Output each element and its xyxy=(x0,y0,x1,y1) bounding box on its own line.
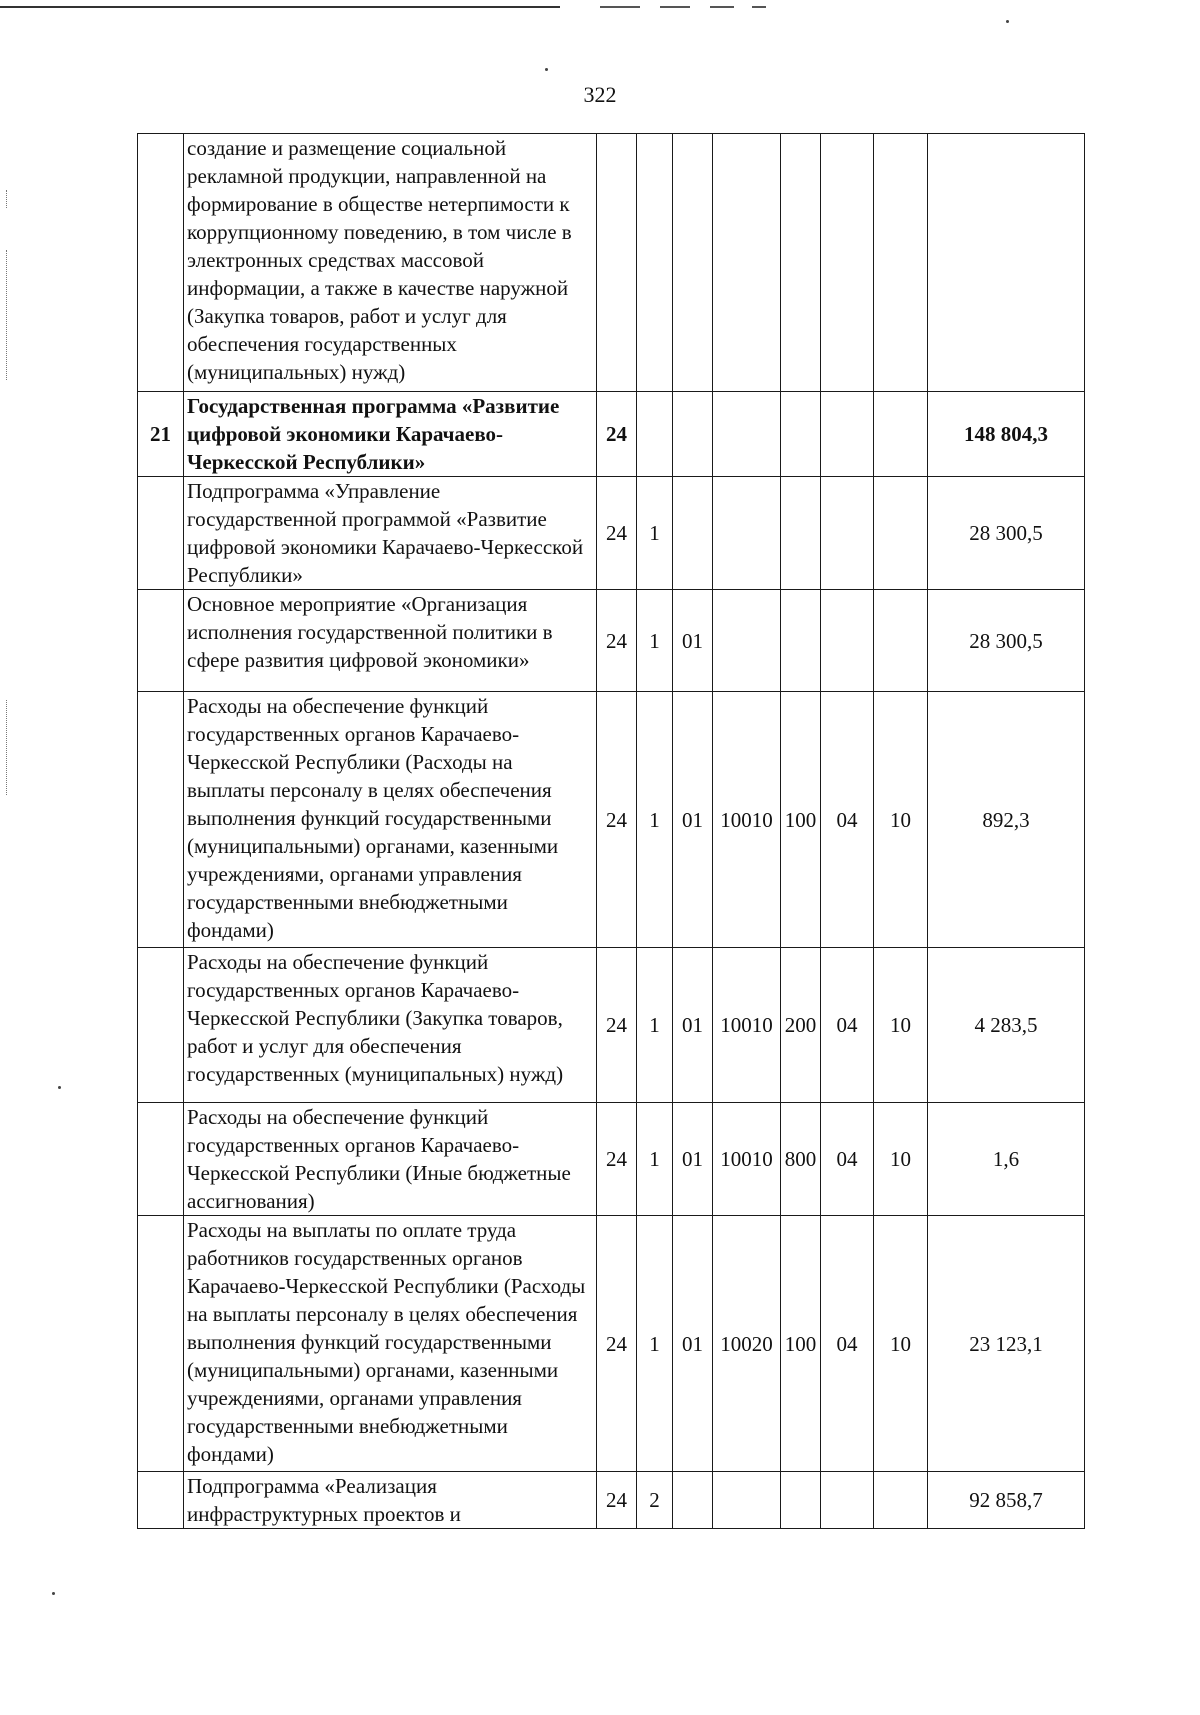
expense-type-cell xyxy=(781,392,821,477)
scan-edge-dash xyxy=(710,6,734,8)
page-number: 322 xyxy=(583,82,617,107)
subprogram-code-cell: 1 xyxy=(637,692,673,948)
subsection-code-cell xyxy=(874,590,928,692)
scan-edge-dash xyxy=(660,6,690,8)
program-code-cell: 24 xyxy=(597,692,637,948)
measure-code-cell: 01 xyxy=(673,590,713,692)
section-code-cell xyxy=(821,1472,874,1529)
section-code-cell xyxy=(821,392,874,477)
row-number-cell xyxy=(138,692,184,948)
subsection-code-cell xyxy=(874,392,928,477)
item-name-cell: Расходы на обеспечение функций государственных органов Карачаево-Черкесской Республики (Иные бюджетные ассигнования) xyxy=(184,1103,597,1216)
scan-speck xyxy=(52,1592,55,1595)
table-body xyxy=(138,134,1085,1529)
row-number-cell xyxy=(138,948,184,1103)
amount-cell: 892,3 xyxy=(928,692,1085,948)
measure-code-cell xyxy=(673,392,713,477)
scan-edge-dash xyxy=(600,6,640,8)
direction-code-cell xyxy=(713,1472,781,1529)
measure-code-cell xyxy=(673,477,713,590)
direction-code-cell xyxy=(713,134,781,392)
subprogram-code-cell: 1 xyxy=(637,477,673,590)
program-code-cell: 24 xyxy=(597,1216,637,1472)
item-name-cell: Подпрограмма «Управление государственной программой «Развитие цифровой экономики Карачаево-Черкесской Республики» xyxy=(184,477,597,590)
amount-cell: 28 300,5 xyxy=(928,477,1085,590)
table-row xyxy=(138,392,1085,477)
measure-code-cell: 01 xyxy=(673,1103,713,1216)
scan-speck xyxy=(1006,20,1009,23)
expense-type-cell xyxy=(781,477,821,590)
program-code-cell: 24 xyxy=(597,1103,637,1216)
row-number-cell: 21 xyxy=(138,392,184,477)
expense-type-cell xyxy=(781,1472,821,1529)
section-code-cell xyxy=(821,477,874,590)
scan-edge-line xyxy=(0,6,560,8)
section-code-cell xyxy=(821,134,874,392)
item-name-cell: создание и размещение социальной рекламной продукции, направленной на формирование в обществе нетерпимости к коррупционному поведению, в том числе в электронных средствах массовой информации, а также в качестве наружной (Закупка товаров, работ и услуг для обеспечения государственных (муниципальных) нужд) xyxy=(184,134,597,392)
expense-type-cell: 200 xyxy=(781,948,821,1103)
direction-code-cell xyxy=(713,590,781,692)
expense-type-cell xyxy=(781,134,821,392)
subprogram-code-cell: 1 xyxy=(637,1216,673,1472)
program-code-cell: 24 xyxy=(597,392,637,477)
row-number-cell xyxy=(138,477,184,590)
row-number-cell xyxy=(138,590,184,692)
subprogram-code-cell: 1 xyxy=(637,948,673,1103)
subsection-code-cell xyxy=(874,134,928,392)
program-code-cell xyxy=(597,134,637,392)
amount-cell: 148 804,3 xyxy=(928,392,1085,477)
subprogram-code-cell: 1 xyxy=(637,590,673,692)
amount-cell: 4 283,5 xyxy=(928,948,1085,1103)
subsection-code-cell: 10 xyxy=(874,948,928,1103)
margin-mark xyxy=(6,190,7,208)
scan-speck xyxy=(58,1086,61,1089)
amount-cell: 23 123,1 xyxy=(928,1216,1085,1472)
measure-code-cell: 01 xyxy=(673,948,713,1103)
section-code-cell xyxy=(821,590,874,692)
scan-edge-dash xyxy=(752,6,766,8)
amount-cell xyxy=(928,134,1085,392)
program-code-cell: 24 xyxy=(597,477,637,590)
direction-code-cell xyxy=(713,392,781,477)
program-code-cell: 24 xyxy=(597,1472,637,1529)
measure-code-cell: 01 xyxy=(673,1216,713,1472)
table-row xyxy=(138,1103,1085,1216)
table-row xyxy=(138,948,1085,1103)
program-code-cell: 24 xyxy=(597,590,637,692)
direction-code-cell: 10010 xyxy=(713,692,781,948)
section-code-cell: 04 xyxy=(821,1216,874,1472)
table-row xyxy=(138,692,1085,948)
direction-code-cell xyxy=(713,477,781,590)
subsection-code-cell: 10 xyxy=(874,1103,928,1216)
subprogram-code-cell xyxy=(637,134,673,392)
section-code-cell: 04 xyxy=(821,1103,874,1216)
row-number-cell xyxy=(138,1472,184,1529)
table-row xyxy=(138,1216,1085,1472)
subsection-code-cell: 10 xyxy=(874,692,928,948)
item-name-cell: Основное мероприятие «Организация исполнения государственной политики в сфере развития цифровой экономики» xyxy=(184,590,597,692)
subprogram-code-cell xyxy=(637,392,673,477)
section-code-cell: 04 xyxy=(821,948,874,1103)
item-name-cell: Расходы на обеспечение функций государственных органов Карачаево-Черкесской Республики (Закупка товаров, работ и услуг для обеспечения государственных (муниципальных) нужд) xyxy=(184,948,597,1103)
row-number-cell xyxy=(138,1216,184,1472)
table-row xyxy=(138,590,1085,692)
section-code-cell: 04 xyxy=(821,692,874,948)
margin-mark xyxy=(6,700,7,795)
table-row xyxy=(138,477,1085,590)
row-number-cell xyxy=(138,1103,184,1216)
budget-table xyxy=(137,133,1085,1529)
item-name-cell: Расходы на выплаты по оплате труда работников государственных органов Карачаево-Черкесской Республики (Расходы на выплаты персоналу в целях обеспечения выполнения функций государственными (муниципальными) органами, казенными учреждениями, органами управления государственными внебюджетными фондами) xyxy=(184,1216,597,1472)
subsection-code-cell xyxy=(874,1472,928,1529)
row-number-cell xyxy=(138,134,184,392)
amount-cell: 28 300,5 xyxy=(928,590,1085,692)
subsection-code-cell: 10 xyxy=(874,1216,928,1472)
expense-type-cell: 800 xyxy=(781,1103,821,1216)
expense-type-cell: 100 xyxy=(781,1216,821,1472)
margin-mark xyxy=(6,250,7,380)
amount-cell: 92 858,7 xyxy=(928,1472,1085,1529)
direction-code-cell: 10010 xyxy=(713,1103,781,1216)
scan-speck xyxy=(545,68,548,71)
table-row xyxy=(138,1472,1085,1529)
item-name-cell: Подпрограмма «Реализация инфраструктурных проектов и xyxy=(184,1472,597,1529)
item-name-cell: Расходы на обеспечение функций государственных органов Карачаево-Черкесской Республики (Расходы на выплаты персоналу в целях обеспечения выполнения функций государственными (муниципальными) органами, казенными учреждениями, органами управления государственными внебюджетными фондами) xyxy=(184,692,597,948)
expense-type-cell xyxy=(781,590,821,692)
measure-code-cell xyxy=(673,134,713,392)
measure-code-cell: 01 xyxy=(673,692,713,948)
expense-type-cell: 100 xyxy=(781,692,821,948)
subprogram-code-cell: 1 xyxy=(637,1103,673,1216)
table-row xyxy=(138,134,1085,392)
direction-code-cell: 10010 xyxy=(713,948,781,1103)
measure-code-cell xyxy=(673,1472,713,1529)
direction-code-cell: 10020 xyxy=(713,1216,781,1472)
program-code-cell: 24 xyxy=(597,948,637,1103)
subsection-code-cell xyxy=(874,477,928,590)
item-name-cell: Государственная программа «Развитие цифровой экономики Карачаево-Черкесской Республики» xyxy=(184,392,597,477)
amount-cell: 1,6 xyxy=(928,1103,1085,1216)
subprogram-code-cell: 2 xyxy=(637,1472,673,1529)
